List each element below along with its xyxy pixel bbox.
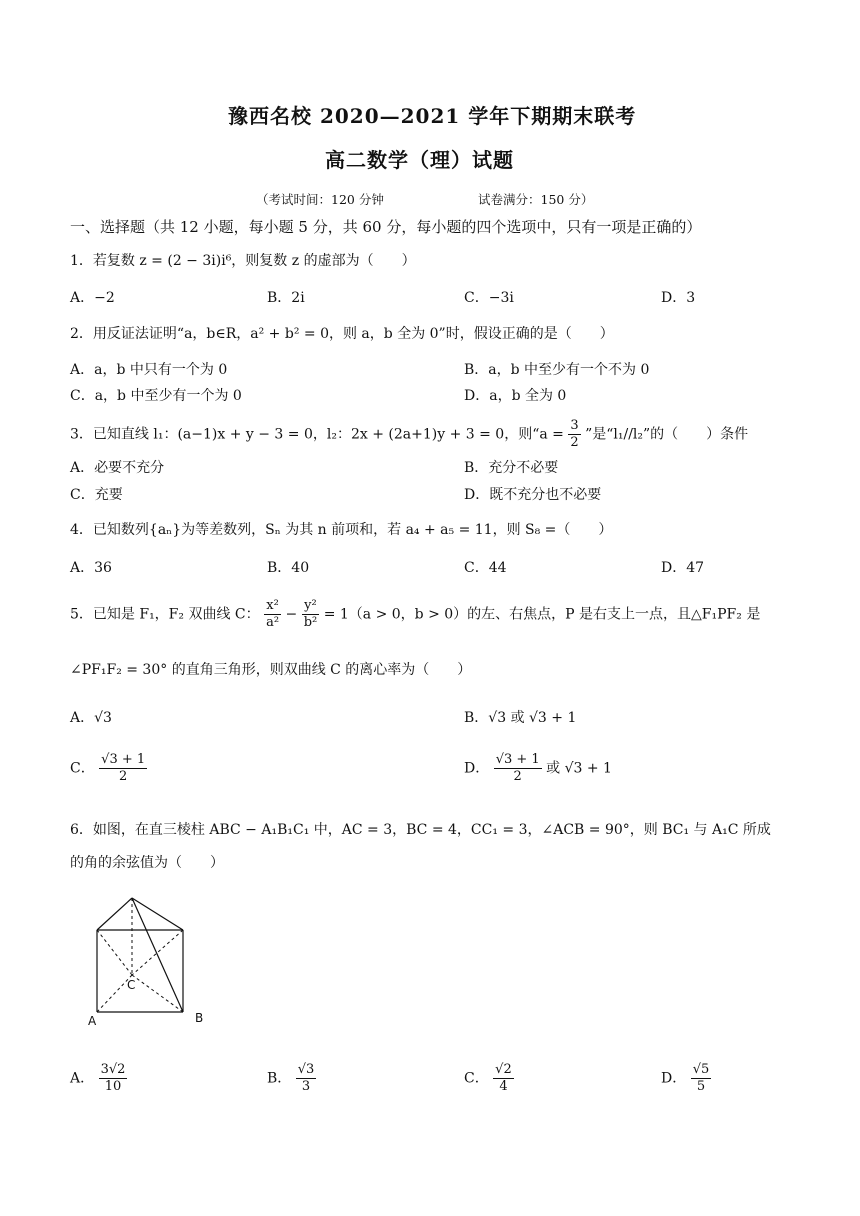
q4-option-c: C．44 bbox=[464, 560, 507, 576]
q5-option-b: B．√3 或 √3 + 1 bbox=[464, 710, 577, 726]
q5-fraction-y bbox=[302, 598, 320, 631]
q3-option-c: C．充要 bbox=[70, 487, 123, 503]
q6-optb-fraction bbox=[296, 1062, 317, 1095]
q1-option-b: B．2i bbox=[267, 290, 305, 306]
q6-option-a bbox=[70, 1062, 127, 1095]
diag-c1-b bbox=[132, 898, 183, 1012]
q5-optc-num: √3 + 1 bbox=[101, 752, 146, 767]
q5-f1-den: a² bbox=[266, 615, 280, 630]
q5-stem-post: = 1（a > 0，b > 0）的左、右焦点，P 是右支上一点，且△F₁PF₂ 是 bbox=[323, 606, 761, 623]
q6-opta-den: 10 bbox=[104, 1079, 122, 1094]
q1-option-c: C．−3i bbox=[464, 290, 514, 306]
q3-option-a: A．必要不充分 bbox=[70, 460, 165, 476]
q5-optc-label: C． bbox=[70, 760, 95, 777]
fig-label-a: A bbox=[88, 1014, 97, 1028]
q4-option-d: D．47 bbox=[661, 560, 705, 576]
question-5 bbox=[70, 598, 760, 631]
q5-optd-label: D． bbox=[464, 760, 490, 777]
question-6-line2: 的角的余弦值为（ ） bbox=[70, 855, 224, 871]
q6-optb-den: 3 bbox=[301, 1079, 311, 1094]
fig-label-c: C bbox=[127, 978, 136, 992]
q3-frac-num: 3 bbox=[570, 418, 579, 433]
q3-frac-den: 2 bbox=[570, 435, 579, 450]
q4-option-b: B．40 bbox=[267, 560, 310, 576]
q1-option-a: A．−2 bbox=[70, 290, 115, 306]
question-4: 4．已知数列{aₙ}为等差数列，Sₙ 为其 n 前项和，若 a₄ + a₅ = 11，则 S₈ =（ ） bbox=[70, 522, 613, 538]
q6-optd-label: D． bbox=[661, 1070, 687, 1087]
question-6: 6．如图，在直三棱柱 ABC − A₁B₁C₁ 中，AC = 3，BC = 4，CC₁ = 3，∠ACB = 90°，则 BC₁ 与 A₁C 所成 bbox=[70, 822, 771, 838]
q6-optd-num: √5 bbox=[692, 1062, 710, 1077]
full-score: 试卷满分：150 分） bbox=[478, 192, 594, 207]
q5-minus: − bbox=[285, 606, 298, 623]
q6-optc-fraction bbox=[493, 1062, 514, 1095]
q5-option-a: A．√3 bbox=[70, 710, 112, 726]
exam-subtitle: 高二数学（理）试题 bbox=[325, 148, 514, 172]
question-3 bbox=[70, 418, 748, 451]
q6-opta-num: 3√2 bbox=[100, 1062, 126, 1077]
q6-optc-label: C． bbox=[464, 1070, 489, 1087]
q5-f2-den: b² bbox=[303, 615, 318, 630]
q5-fraction-x bbox=[264, 598, 281, 631]
q6-option-d bbox=[661, 1062, 711, 1095]
q5-optd-fraction bbox=[494, 752, 542, 785]
q6-optd-fraction bbox=[691, 1062, 712, 1095]
q3-option-b: B．充分不必要 bbox=[464, 460, 559, 476]
q6-optc-den: 4 bbox=[499, 1079, 508, 1094]
q6-opta-fraction bbox=[99, 1062, 128, 1095]
diag-b1-c-hidden bbox=[132, 930, 183, 975]
q6-opta-label: A． bbox=[70, 1070, 95, 1087]
q5-option-d bbox=[464, 752, 612, 785]
fig-label-b: B bbox=[195, 1011, 204, 1025]
q2-option-a: A．a，b 中只有一个为 0 bbox=[70, 362, 228, 378]
diag-a1-c-hidden bbox=[97, 930, 132, 975]
question-1: 1．若复数 z = (2 − 3i)i⁶，则复数 z 的虚部为（ ） bbox=[70, 253, 416, 269]
q5-stem-pre: 5．已知是 F₁，F₂ 双曲线 C： bbox=[70, 606, 260, 623]
q6-optd-den: 5 bbox=[696, 1079, 706, 1094]
q6-optb-num: √3 bbox=[297, 1062, 315, 1077]
q3-option-d: D．既不充分也不必要 bbox=[464, 487, 602, 503]
section-heading: 一、选择题（共 12 小题，每小题 5 分，共 60 分，每小题的四个选项中，只有一项是正确的） bbox=[70, 218, 702, 236]
q6-option-c bbox=[464, 1062, 514, 1095]
q5-optc-den: 2 bbox=[119, 769, 128, 784]
q6-optc-num: √2 bbox=[495, 1062, 512, 1077]
q3-stem-pre: 3．已知直线 l₁：(a−1)x + y − 3 = 0，l₂：2x + (2a+1)y + 3 = 0，则“a = bbox=[70, 426, 564, 443]
q5-optd-num: √3 + 1 bbox=[495, 752, 540, 767]
q2-option-b: B．a，b 中至少有一个不为 0 bbox=[464, 362, 650, 378]
q3-stem-post: ”是“l₁//l₂”的（ ）条件 bbox=[585, 426, 749, 443]
q5-f2-num: y² bbox=[302, 598, 320, 615]
q5-option-c bbox=[70, 752, 147, 785]
edge-a1-c1 bbox=[97, 898, 132, 930]
q5-optc-fraction bbox=[99, 752, 147, 785]
q3-fraction bbox=[568, 418, 580, 451]
q6-option-b bbox=[267, 1062, 316, 1095]
q2-option-d: D．a，b 全为 0 bbox=[464, 388, 567, 404]
prism-figure bbox=[80, 890, 230, 1030]
question-2: 2．用反证法证明“a，b∈R，a² + b² = 0，则 a，b 全为 0”时，假设正确的是（ ） bbox=[70, 326, 614, 342]
q1-option-d: D．3 bbox=[661, 290, 696, 306]
q5-optd-tail: 或 √3 + 1 bbox=[546, 760, 612, 777]
exam-time: （考试时间：120 分钟 bbox=[256, 192, 384, 207]
q5-line2: ∠PF₁F₂ = 30° 的直角三角形，则双曲线 C 的离心率为（ ） bbox=[70, 662, 472, 678]
q2-option-c: C．a，b 中至少有一个为 0 bbox=[70, 388, 242, 404]
q5-f1-num: x² bbox=[264, 598, 281, 615]
exam-title: 豫西名校 2020—2021 学年下期期末联考 bbox=[228, 104, 637, 128]
q5-optd-den: 2 bbox=[513, 769, 522, 784]
q4-option-a: A．36 bbox=[70, 560, 112, 576]
q6-optb-label: B． bbox=[267, 1070, 292, 1087]
